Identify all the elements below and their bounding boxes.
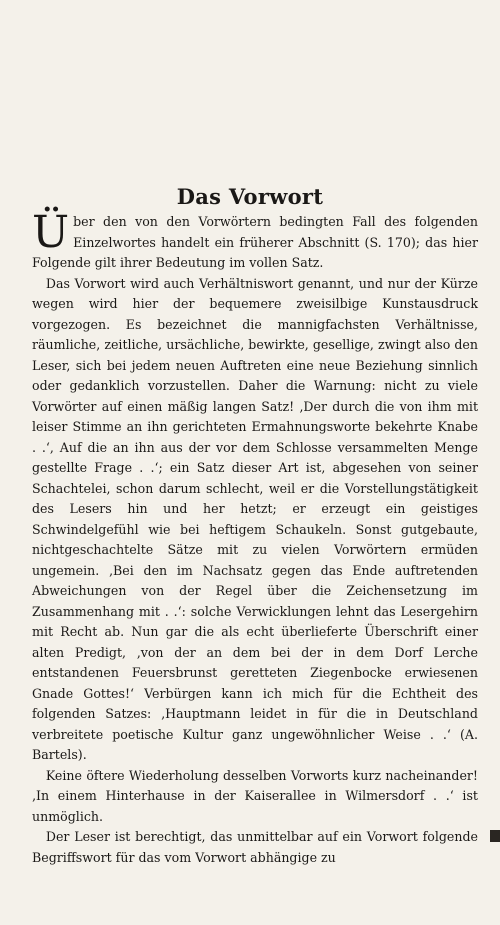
paragraph-4: Der Leser ist berechtigt, das unmittelbar auf ein Vorwort folgende Begriffswort für das vom Vorwort abhängige zu xyxy=(32,829,478,865)
drop-cap: Ü xyxy=(32,207,70,258)
body-text xyxy=(32,207,478,868)
page-title: Das Vorwort xyxy=(176,184,324,210)
paragraph-1-text: ber den von den Vorwörtern bedingten Fall des folgenden Einzelwortes handelt ein früherer Abschnitt (S. 170); das hier Folgende gilt ihrer Bedeutung im vollen Satz. xyxy=(32,214,478,270)
paragraph-1 xyxy=(32,207,478,274)
paragraph-2: Das Vorwort wird auch Verhältniswort genannt, und nur der Kürze wegen wird hier der bequemere zweisilbige Kunstausdruck vorgezogen. Es bezeichnet die mannigfachsten Verhältnisse, räumliche, zeitliche, ursächliche, bewirkte, gesellige, zwingt also den Leser, sich bei jedem neuen Auftreten eine neue Beziehung sinnlich oder gedanklich vorzustellen. Daher die Warnung: nicht zu viele Vorwörter auf einen mäßig langen Satz! ‚Der durch die von ihm mit leiser Stimme an ihn gerichteten Ermahnungsworte bekehrte Knabe . .‘, Auf die an ihn aus der vor dem Schlosse versammelten Menge gestellte Frage . .‘; ein Satz dieser Art ist, abgesehen von seiner Schachtelei, schon darum schlecht, weil er die Vorstellungstätigkeit des Lesers hin und her hetzt; er erzeugt ein geistiges Schwindelgefühl wie bei heftigem Schaukeln. Sonst gutgebaute, nichtgeschachtelte Sätze mit zu vielen Vorwörtern ermüden ungemein. ‚Bei den im Nachsatz gegen das Ende auftretenden Abweichungen von der Regel über die Zeichensetzung im Zusammenhang mit . .‘: solche Verwicklungen lehnt das Lesergehirn mit Recht ab. Nun gar die als echt überlieferte Überschrift einer alten Predigt, ‚von der an dem bei der in dem Dorf Lerche entstandenen Feuersbrunst geretteten Ziegenbocke erwiesenen Gnade Gottes!‘ Verbürgen kann ich mich für die Echtheit des folgenden Satzes: ‚Hauptmann leidet in für die in Deutschland verbreitete poetische Kultur ganz ungewöhnlicher Weise . .‘ (A. Bartels). xyxy=(32,275,478,762)
paragraph-3: Keine öftere Wiederholung desselben Vorworts kurz nacheinander! ‚In einem Hinterhause in der Kaiserallee in Wilmersdorf . .‘ ist unmöglich. xyxy=(32,767,478,824)
page-edge-mark xyxy=(490,830,500,842)
